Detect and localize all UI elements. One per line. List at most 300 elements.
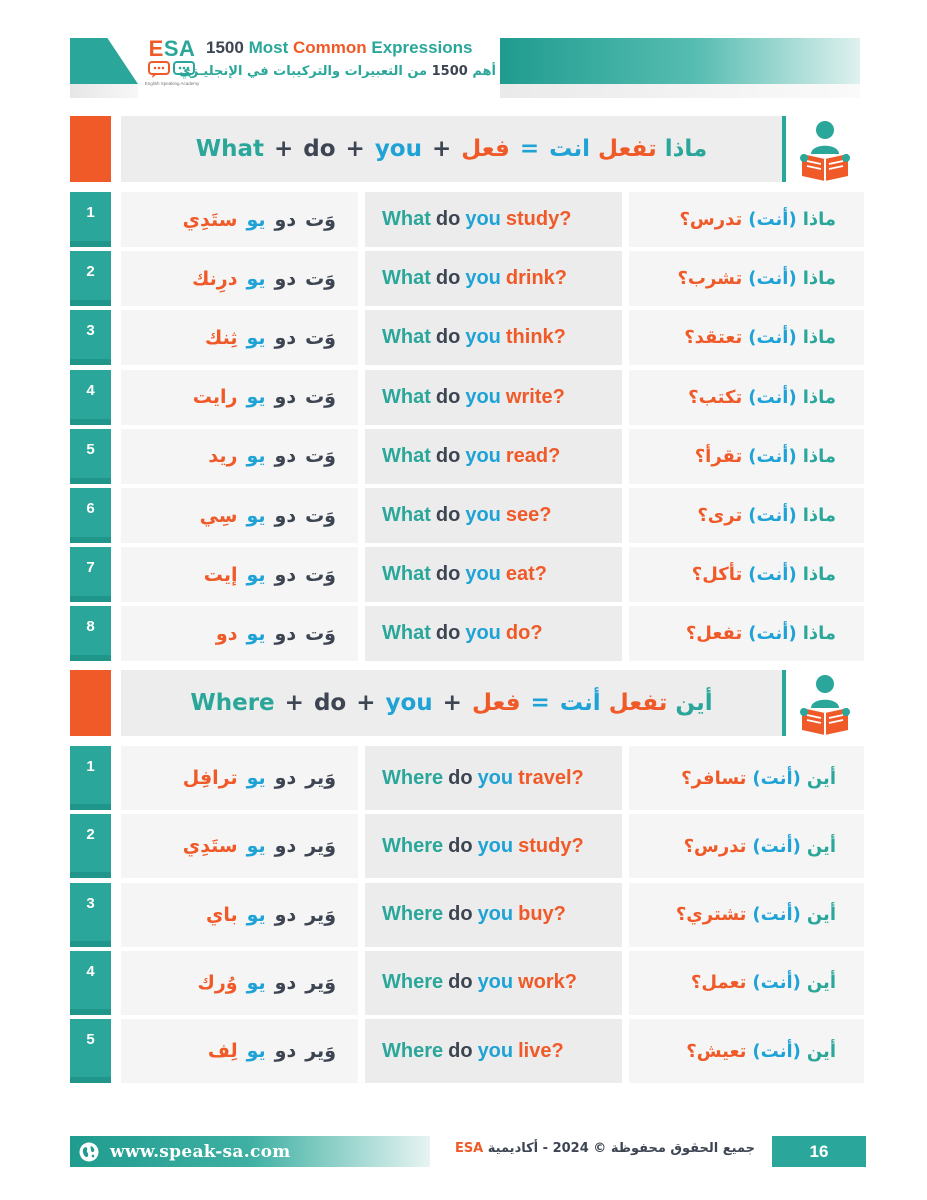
pronunciation-word: يو <box>246 1040 266 1063</box>
pronunciation-word: ريد <box>208 445 238 468</box>
english-word: Where <box>382 903 444 926</box>
title-word-common: Common <box>292 38 367 57</box>
english-cell <box>365 310 622 365</box>
arabic-word: تدرس؟ <box>683 835 747 857</box>
english-sentence <box>382 971 577 994</box>
pronunciation-word: دو <box>274 622 297 645</box>
pronunciation-word: ستَدِي <box>182 208 238 231</box>
header-left-accent <box>70 38 138 84</box>
copyright-brand: ESA <box>454 1141 484 1156</box>
table-row <box>70 488 864 543</box>
arabic-word: أين <box>806 1040 836 1062</box>
arabic-word: (أنت) <box>748 327 797 349</box>
english-word: you <box>465 504 501 526</box>
english-word: you <box>465 385 501 408</box>
arabic-word: ماذا <box>802 268 836 290</box>
pronunciation-cell <box>121 883 358 947</box>
section-divider <box>782 670 786 736</box>
english-word: Where <box>382 1039 444 1062</box>
row-number: 6 <box>70 488 111 543</box>
arabic-word: (أنت) <box>748 564 797 586</box>
english-word: do <box>448 1039 473 1062</box>
pronunciation-word: وَت <box>305 386 336 409</box>
english-cell <box>365 1019 622 1083</box>
arabic-translation <box>695 446 836 467</box>
english-sentence <box>382 386 565 409</box>
arabic-translation <box>692 564 836 585</box>
pronunciation-cell <box>121 1019 358 1083</box>
english-cell <box>365 370 622 425</box>
row-number: 1 <box>70 746 111 810</box>
pronunciation-cell <box>121 370 358 425</box>
pronunciation-word: وَت <box>305 445 336 468</box>
pronunciation-cell <box>121 310 358 365</box>
section-marker <box>70 116 111 182</box>
globe-icon <box>78 1141 100 1163</box>
pronunciation-word: دو <box>274 267 297 290</box>
english-word: study? <box>518 834 584 857</box>
footer-website-bar <box>70 1136 430 1167</box>
pronunciation-text <box>206 904 336 926</box>
arabic-cell <box>629 310 864 365</box>
table-row <box>70 192 864 247</box>
subtitle-number: 1500 <box>431 64 468 79</box>
pronunciation-word: وَت <box>305 504 336 527</box>
title-number: 1500 <box>206 38 244 57</box>
english-word: you <box>465 208 501 230</box>
pronunciation-word: رايت <box>192 386 238 409</box>
english-word: do <box>435 563 461 586</box>
arabic-word: تفعل؟ <box>685 623 743 645</box>
section-formula-box <box>121 116 782 182</box>
english-sentence <box>382 267 567 290</box>
arabic-word: تأكل؟ <box>691 564 743 586</box>
arabic-word: أين <box>806 767 836 789</box>
pronunciation-text <box>197 972 336 994</box>
arabic-word: (أنت) <box>748 268 797 290</box>
pronunciation-word: دو <box>274 1040 297 1063</box>
formula-equals: = <box>519 136 540 162</box>
pronunciation-word: وَير <box>305 835 336 858</box>
arabic-word: ماذا <box>802 209 836 230</box>
formula-arabic <box>560 690 713 716</box>
table-row <box>70 883 864 947</box>
pronunciation-word: وَت <box>305 563 336 586</box>
arabic-word: أين <box>806 904 836 926</box>
english-word: read? <box>505 444 561 467</box>
formula-token: you <box>374 136 422 162</box>
pronunciation-word: وَت <box>305 622 336 645</box>
arabic-translation <box>686 623 836 644</box>
header-right-shadow <box>500 84 860 98</box>
copyright-text: جميع الحقوق محفوظة © 2024 - أكاديمية <box>487 1141 756 1156</box>
arabic-translation <box>679 209 836 230</box>
english-word: you <box>477 766 514 789</box>
arabic-word: تدرس؟ <box>679 209 743 230</box>
english-word: do <box>448 971 473 994</box>
arabic-word: تعتقد؟ <box>684 327 743 349</box>
english-word: you <box>465 563 501 586</box>
formula-token: What <box>195 136 264 162</box>
table-row <box>70 310 864 365</box>
english-word: do <box>435 385 461 408</box>
arabic-word: ماذا <box>802 327 836 349</box>
english-sentence <box>382 767 584 790</box>
arabic-translation <box>684 836 836 857</box>
pronunciation-text <box>204 564 336 586</box>
formula-token: Where <box>190 690 275 716</box>
pronunciation-text <box>183 209 336 231</box>
english-word: travel? <box>518 766 584 789</box>
reader-book-icon <box>797 116 853 182</box>
arabic-word: (أنت) <box>748 623 797 645</box>
english-cell <box>365 429 622 484</box>
english-word: Where <box>382 766 444 789</box>
arabic-cell <box>629 429 864 484</box>
pronunciation-cell <box>121 488 358 543</box>
english-cell <box>365 547 622 602</box>
arabic-translation <box>697 505 836 526</box>
formula-token: + <box>273 136 294 162</box>
arabic-translation <box>676 904 836 925</box>
formula-token: + <box>345 136 365 162</box>
english-cell <box>365 814 622 878</box>
arabic-word: (أنت) <box>752 904 801 926</box>
english-sentence <box>382 563 547 586</box>
pronunciation-word: وَت <box>305 208 336 231</box>
pronunciation-word: درِنك <box>191 267 238 290</box>
pronunciation-word: دو <box>274 445 297 468</box>
english-word: do <box>448 834 473 857</box>
subtitle-ar-before: أهم <box>472 64 496 79</box>
english-cell <box>365 251 622 306</box>
section-formula-box <box>121 670 782 736</box>
reader-book-icon <box>797 670 853 736</box>
english-word: do <box>435 622 461 645</box>
pronunciation-text <box>183 767 336 789</box>
formula-token: you <box>385 690 433 716</box>
arabic-word: (أنت) <box>748 209 797 230</box>
row-number: 2 <box>70 814 111 878</box>
table-row <box>70 251 864 306</box>
pronunciation-word: سِي <box>199 504 238 527</box>
formula-token: do <box>313 690 347 716</box>
arabic-translation <box>688 387 836 408</box>
english-word: you <box>465 326 501 349</box>
pronunciation-word: وَت <box>305 326 336 349</box>
english-word: you <box>477 834 514 857</box>
english-word: What <box>382 563 431 586</box>
english-word: Where <box>382 971 444 994</box>
arabic-word: ماذا <box>802 386 836 408</box>
formula-arabic-word: أين <box>675 690 713 716</box>
english-sentence <box>382 445 560 468</box>
title-word-expressions: Expressions <box>371 38 473 57</box>
arabic-word: (أنت) <box>748 386 797 408</box>
pronunciation-word: يو <box>246 386 266 409</box>
english-word: What <box>382 622 431 645</box>
english-cell <box>365 192 622 247</box>
arabic-cell <box>629 1019 864 1083</box>
pronunciation-word: وَير <box>305 903 336 926</box>
english-word: think? <box>505 326 566 349</box>
arabic-word: (أنت) <box>752 767 801 789</box>
english-word: work? <box>518 971 578 994</box>
english-word: you <box>477 903 514 926</box>
english-word: do? <box>505 622 543 645</box>
pronunciation-word: وُرك <box>197 971 238 994</box>
english-word: do <box>435 444 461 467</box>
section-formula <box>196 136 708 162</box>
pronunciation-word: يو <box>246 563 266 586</box>
arabic-cell <box>629 883 864 947</box>
pronunciation-word: يو <box>246 208 266 231</box>
pronunciation-word: ستَدِي <box>182 835 238 858</box>
english-word: you <box>477 1039 514 1062</box>
english-word: What <box>382 208 431 230</box>
pronunciation-word: يو <box>246 767 266 789</box>
arabic-word: ماذا <box>802 505 836 526</box>
pronunciation-text <box>208 445 336 467</box>
pronunciation-text <box>205 327 336 349</box>
formula-equals: = <box>530 690 550 716</box>
english-sentence <box>382 903 566 926</box>
english-word: live? <box>518 1039 564 1062</box>
logo-text: ESA <box>148 36 196 61</box>
arabic-word: تشتري؟ <box>675 904 747 926</box>
arabic-cell <box>629 192 864 247</box>
page-subtitle-arabic <box>178 64 496 79</box>
formula-verb: فعل <box>471 690 521 716</box>
arabic-word: تعيش؟ <box>686 1040 747 1062</box>
english-word: buy? <box>518 903 566 926</box>
english-word: What <box>382 444 431 467</box>
pronunciation-text <box>216 623 336 645</box>
pronunciation-word: لِف <box>207 1040 238 1063</box>
pronunciation-word: يو <box>246 326 266 349</box>
arabic-word: ماذا <box>802 564 836 586</box>
english-word: do <box>448 903 473 926</box>
pronunciation-word: دو <box>274 835 297 858</box>
pronunciation-word: إيت <box>203 563 238 586</box>
english-word: do <box>435 504 461 526</box>
pronunciation-word: ترافِل <box>182 767 238 789</box>
website-link[interactable]: www.speak-sa.com <box>110 1141 291 1162</box>
logo-subtitle: English Speaking Academy <box>144 81 200 86</box>
row-number: 7 <box>70 547 111 602</box>
table-row <box>70 606 864 661</box>
arabic-word: تسافر؟ <box>681 767 747 789</box>
arabic-cell <box>629 606 864 661</box>
english-word: What <box>382 267 431 290</box>
pronunciation-text <box>192 268 336 290</box>
row-number: 4 <box>70 370 111 425</box>
arabic-word: ترى؟ <box>697 505 743 526</box>
arabic-cell <box>629 251 864 306</box>
formula-verb: فعل <box>461 136 510 162</box>
english-sentence <box>382 835 584 858</box>
arabic-word: تكتب؟ <box>688 386 743 408</box>
header-left-shadow <box>70 84 138 98</box>
pronunciation-word: وَت <box>305 267 336 290</box>
pronunciation-word: يو <box>246 622 266 645</box>
pronunciation-word: وَير <box>305 971 336 994</box>
copyright-notice <box>440 1141 770 1156</box>
english-word: What <box>382 326 431 349</box>
arabic-cell <box>629 814 864 878</box>
english-word: you <box>477 971 514 994</box>
arabic-cell <box>629 488 864 543</box>
english-word: you <box>465 444 501 467</box>
pronunciation-cell <box>121 192 358 247</box>
arabic-cell <box>629 746 864 810</box>
english-word: you <box>465 622 501 645</box>
english-word: What <box>382 385 431 408</box>
formula-token: + <box>431 136 452 162</box>
english-word: do <box>435 208 461 230</box>
section-marker <box>70 670 111 736</box>
english-sentence <box>382 1040 564 1063</box>
english-word: you <box>465 267 501 290</box>
pronunciation-word: دو <box>274 971 297 994</box>
pronunciation-word: دو <box>274 386 297 409</box>
row-number: 5 <box>70 429 111 484</box>
arabic-word: أين <box>806 835 836 857</box>
arabic-translation <box>686 1041 836 1062</box>
arabic-translation <box>677 268 836 289</box>
pronunciation-cell <box>121 951 358 1015</box>
english-sentence <box>382 208 571 231</box>
pronunciation-text <box>208 1040 336 1062</box>
pronunciation-cell <box>121 746 358 810</box>
table-row <box>70 814 864 878</box>
english-cell <box>365 883 622 947</box>
formula-arabic <box>549 136 707 162</box>
pronunciation-word: دو <box>274 504 297 527</box>
table-row <box>70 951 864 1015</box>
subtitle-ar-after: من التعبيرات والتركيبات في الإنجليـزي <box>178 64 428 79</box>
formula-arabic-word: تفعل <box>608 690 668 716</box>
pronunciation-word: دو <box>215 622 238 645</box>
formula-arabic-word: انت <box>549 136 590 162</box>
pronunciation-word: دو <box>274 563 297 586</box>
pronunciation-text <box>183 835 336 857</box>
arabic-word: (أنت) <box>752 835 801 857</box>
pronunciation-word: وَير <box>305 767 336 789</box>
page-number: 16 <box>772 1136 866 1167</box>
english-word: do <box>435 326 461 349</box>
arabic-cell <box>629 951 864 1015</box>
section-divider <box>782 116 786 182</box>
pronunciation-cell <box>121 251 358 306</box>
english-word: What <box>382 504 431 526</box>
pronunciation-word: يو <box>246 835 266 858</box>
table-row <box>70 429 864 484</box>
pronunciation-word: دو <box>274 326 297 349</box>
pronunciation-word: دو <box>274 767 297 789</box>
arabic-cell <box>629 547 864 602</box>
row-number: 2 <box>70 251 111 306</box>
table-row <box>70 370 864 425</box>
arabic-word: تقرأ؟ <box>694 445 743 467</box>
pronunciation-word: ثِنك <box>204 326 238 349</box>
english-sentence <box>382 326 566 349</box>
pronunciation-cell <box>121 429 358 484</box>
arabic-word: تشرب؟ <box>677 268 743 290</box>
arabic-word: أين <box>806 972 836 994</box>
english-word: write? <box>505 385 565 408</box>
pronunciation-cell <box>121 814 358 878</box>
english-word: drink? <box>505 267 568 290</box>
english-word: do <box>448 766 473 789</box>
pronunciation-word: يو <box>246 903 266 926</box>
pronunciation-text <box>200 505 336 527</box>
page-title <box>206 38 496 58</box>
english-sentence <box>382 622 543 645</box>
row-number: 1 <box>70 192 111 247</box>
table-row <box>70 1019 864 1083</box>
arabic-translation <box>684 327 836 348</box>
formula-token: + <box>442 690 462 716</box>
pronunciation-word: دو <box>274 903 297 926</box>
formula-token: do <box>303 136 336 162</box>
arabic-word: (أنت) <box>752 972 801 994</box>
row-number: 4 <box>70 951 111 1015</box>
arabic-word: ماذا <box>802 623 836 645</box>
arabic-word: تعمل؟ <box>690 972 747 994</box>
formula-arabic-word: أنت <box>559 690 601 716</box>
arabic-cell <box>629 370 864 425</box>
english-cell <box>365 488 622 543</box>
title-word-most: Most <box>248 38 289 57</box>
arabic-word: (أنت) <box>752 1040 801 1062</box>
english-word: see? <box>505 504 552 526</box>
english-cell <box>365 746 622 810</box>
english-cell <box>365 606 622 661</box>
pronunciation-word: باي <box>205 903 238 926</box>
row-number: 8 <box>70 606 111 661</box>
english-word: eat? <box>505 563 548 586</box>
table-row <box>70 746 864 810</box>
pronunciation-word: يو <box>246 504 266 527</box>
row-number: 3 <box>70 310 111 365</box>
english-cell <box>365 951 622 1015</box>
english-word: study? <box>505 208 572 230</box>
pronunciation-text <box>193 386 336 408</box>
formula-token: + <box>284 690 304 716</box>
header-right-accent <box>500 38 860 84</box>
english-word: do <box>435 267 461 290</box>
english-sentence <box>382 504 551 527</box>
formula-token: + <box>356 690 376 716</box>
pronunciation-word: يو <box>246 971 266 994</box>
pronunciation-cell <box>121 606 358 661</box>
table-row <box>70 547 864 602</box>
pronunciation-word: يو <box>246 267 266 290</box>
pronunciation-word: يو <box>246 445 266 468</box>
arabic-translation <box>681 768 836 789</box>
english-word: Where <box>382 834 444 857</box>
row-number: 5 <box>70 1019 111 1083</box>
arabic-translation <box>691 972 836 993</box>
row-number: 3 <box>70 883 111 947</box>
arabic-word: ماذا <box>802 445 836 467</box>
arabic-word: (أنت) <box>748 445 797 467</box>
pronunciation-cell <box>121 547 358 602</box>
pronunciation-word: وَير <box>305 1040 336 1063</box>
pronunciation-word: دو <box>274 208 297 231</box>
formula-arabic-word: تفعل <box>598 136 657 162</box>
